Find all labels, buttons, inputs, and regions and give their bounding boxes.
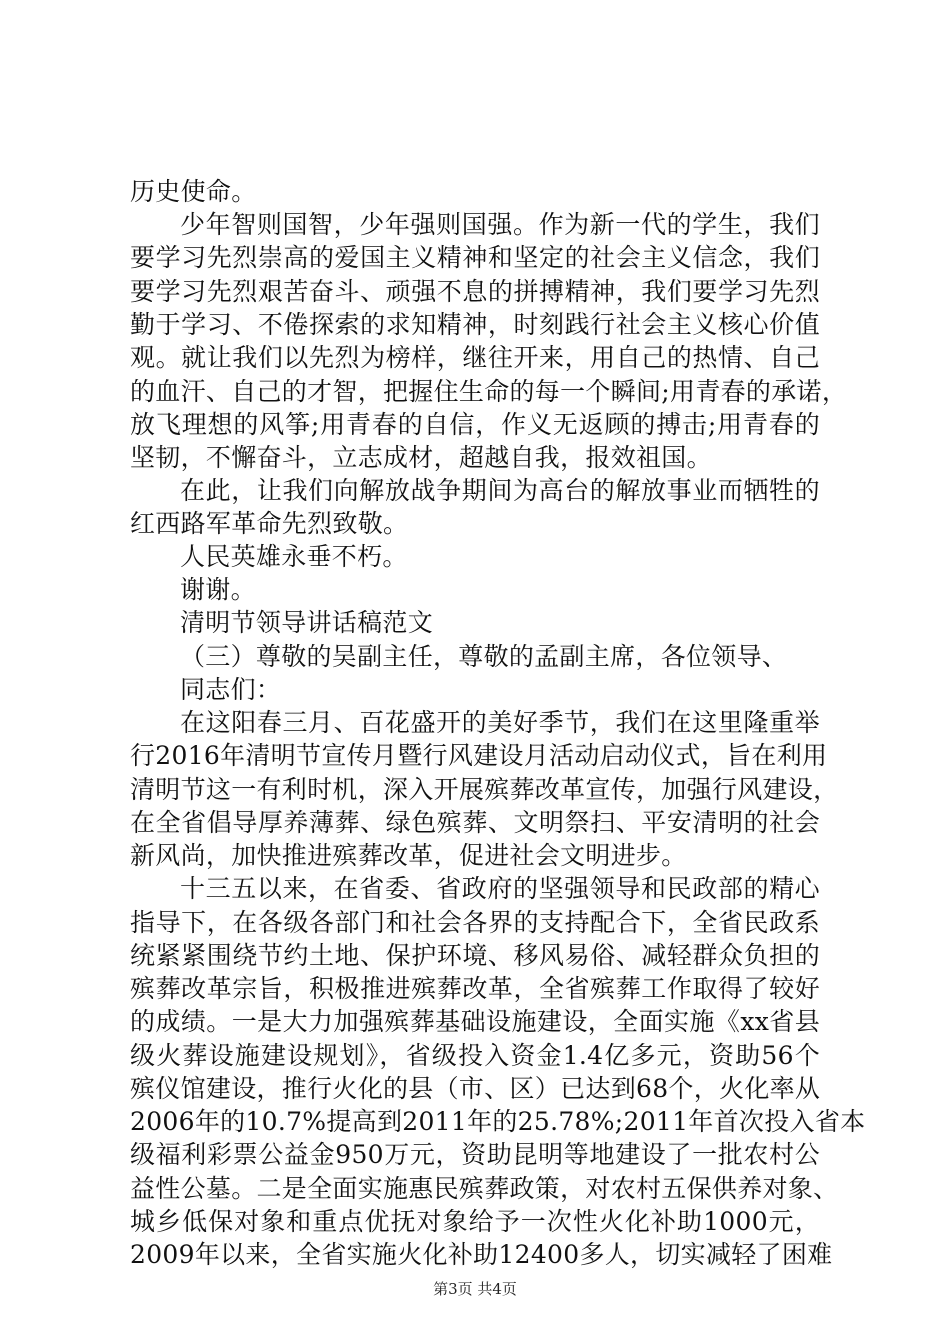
- text-line: 人民英雄永垂不朽。: [180, 542, 408, 571]
- text-line: 殡葬改革宗旨，积极推进殡葬改革，全省殡葬工作取得了较好: [130, 974, 820, 1003]
- text-line: 清明节这一有利时机，深入开展殡葬改革宣传，加强行风建设，: [130, 775, 839, 804]
- text-line: 在全省倡导厚养薄葬、绿色殡葬、文明祭扫、平安清明的社会: [130, 808, 820, 837]
- text-line: 行2016年清明节宣传月暨行风建设月活动启动仪式，旨在利用: [130, 741, 828, 770]
- text-line: 历史使命。: [130, 177, 257, 206]
- text-line: 坚韧，不懈奋斗，立志成材，超越自我，报效祖国。: [130, 443, 712, 472]
- text-line: 的血汗、自己的才智，把握住生命的每一个瞬间;用青春的承诺，: [130, 377, 848, 406]
- text-line: 益性公墓。二是全面实施惠民殡葬政策，对农村五保供养对象、: [130, 1174, 839, 1203]
- text-line: 谢谢。: [180, 575, 256, 604]
- text-line: 在这阳春三月、百花盛开的美好季节，我们在这里隆重举: [180, 708, 820, 737]
- text-line: （三）尊敬的吴副主任，尊敬的孟副主席，各位领导、: [180, 642, 788, 671]
- text-line: 2009年以来，全省实施火化补助12400多人，切实减轻了困难: [130, 1240, 833, 1269]
- text-line: 观。就让我们以先烈为榜样，继往开来，用自己的热情、自己: [130, 343, 820, 372]
- text-line: 在此，让我们向解放战争期间为高台的解放事业而牺牲的: [180, 476, 820, 505]
- text-line: 2006年的10.7%提高到2011年的25.78%;2011年首次投入省本: [130, 1107, 866, 1136]
- text-line: 少年智则国智，少年强则国强。作为新一代的学生，我们: [180, 210, 820, 239]
- page-number-footer: 第3页 共4页: [433, 1280, 517, 1298]
- text-line: 放飞理想的风筝;用青春的自信，作义无返顾的搏击;用青春的: [130, 410, 820, 439]
- section-heading: 清明节领导讲话稿范文: [180, 608, 434, 637]
- text-line: 同志们：: [180, 675, 282, 704]
- text-line: 城乡低保对象和重点优抚对象给予一次性火化补助1000元，: [130, 1207, 820, 1236]
- text-line: 殡仪馆建设，推行火化的县（市、区）已达到68个，火化率从: [130, 1074, 821, 1103]
- text-line: 要学习先烈艰苦奋斗、顽强不息的拼搏精神，我们要学习先烈: [130, 277, 820, 306]
- text-line: 十三五以来，在省委、省政府的坚强领导和民政部的精心: [180, 874, 820, 903]
- text-line: 级火葬设施建设规划》，省级投入资金1.4亿多元，资助56个: [130, 1041, 820, 1070]
- text-line: 统紧紧围绕节约土地、保护环境、移风易俗、减轻群众负担的: [130, 941, 820, 970]
- text-line: 红西路军革命先烈致敬。: [130, 509, 409, 538]
- text-line: 指导下，在各级各部门和社会各界的支持配合下，全省民政系: [130, 908, 820, 937]
- text-line: 勤于学习、不倦探索的求知精神，时刻践行社会主义核心价值: [130, 310, 820, 339]
- text-line: 的成绩。一是大力加强殡葬基础设施建设，全面实施《xx省县: [130, 1007, 820, 1036]
- text-line: 新风尚，加快推进殡葬改革，促进社会文明进步。: [130, 841, 687, 870]
- text-line: 级福利彩票公益金950万元，资助昆明等地建设了一批农村公: [130, 1140, 820, 1169]
- text-line: 要学习先烈崇高的爱国主义精神和坚定的社会主义信念，我们: [130, 243, 820, 272]
